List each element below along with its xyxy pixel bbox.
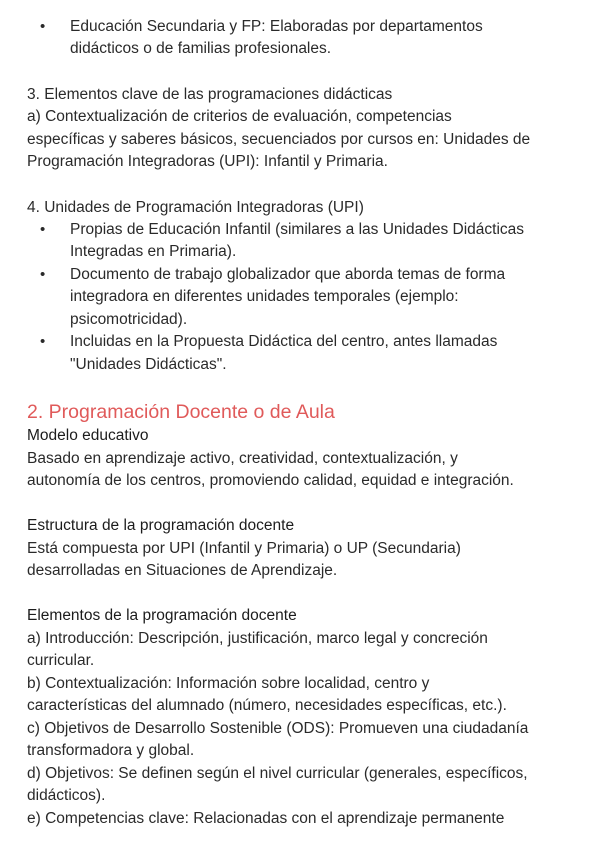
paragraph-line: d) Objetivos: Se definen según el nivel curricular (generales, específicos, <box>27 765 528 782</box>
paragraph-line: b) Contextualización: Información sobre localidad, centro y <box>27 675 430 692</box>
paragraph-line: c) Objetivos de Desarrollo Sostenible (ODS): Promueven una ciudadanía <box>27 720 529 737</box>
paragraph-line: transformadora y global. <box>27 742 195 759</box>
paragraph-line: curricular. <box>27 652 95 669</box>
paragraph-line: Está compuesta por UPI (Infantil y Primaria) o UP (Secundaria) <box>27 540 461 557</box>
paragraph-line: Basado en aprendizaje activo, creatividad, contextualización, y <box>27 450 458 467</box>
bullet-text: didácticos o de familias profesionales. <box>70 40 332 57</box>
bullet-marker: • <box>40 266 46 283</box>
bullet-text: Documento de trabajo globalizador que aborda temas de forma <box>70 266 506 283</box>
section-title: 2. Programación Docente o de Aula <box>27 401 335 423</box>
subheading-estructura: Estructura de la programación docente <box>27 517 295 534</box>
bullet-text: Propias de Educación Infantil (similares a las Unidades Didácticas <box>70 221 525 238</box>
paragraph-line: específicas y saberes básicos, secuenciados por cursos en: Unidades de <box>27 131 531 148</box>
paragraph-line: características del alumnado (número, necesidades específicas, etc.). <box>27 697 507 714</box>
section-3-heading: 3. Elementos clave de las programaciones didácticas <box>27 86 393 103</box>
paragraph-line: a) Contextualización de criterios de evaluación, competencias <box>27 108 452 125</box>
bullet-text: Integradas en Primaria). <box>70 243 237 260</box>
bullet-marker: • <box>40 221 46 238</box>
bullet-text: integradora en diferentes unidades temporales (ejemplo: <box>70 288 459 305</box>
paragraph-line: desarrolladas en Situaciones de Aprendizaje. <box>27 562 338 579</box>
paragraph-line: didácticos). <box>27 787 106 804</box>
bullet-text: Educación Secundaria y FP: Elaboradas por departamentos <box>70 18 483 35</box>
bullet-text: psicomotricidad). <box>70 311 188 328</box>
paragraph-line: a) Introducción: Descripción, justificación, marco legal y concreción <box>27 630 488 647</box>
bullet-marker: • <box>40 333 46 350</box>
bullet-text: "Unidades Didácticas". <box>70 356 227 373</box>
paragraph-line: e) Competencias clave: Relacionadas con el aprendizaje permanente <box>27 810 505 827</box>
section-4-heading: 4. Unidades de Programación Integradoras (UPI) <box>27 199 364 216</box>
paragraph-line: Programación Integradoras (UPI): Infantil y Primaria. <box>27 153 388 170</box>
bullet-text: Incluidas en la Propuesta Didáctica del centro, antes llamadas <box>70 333 498 350</box>
bullet-marker: • <box>40 18 46 35</box>
subheading-elementos: Elementos de la programación docente <box>27 607 297 624</box>
paragraph-line: autonomía de los centros, promoviendo calidad, equidad e integración. <box>27 472 514 489</box>
subheading-modelo: Modelo educativo <box>27 427 149 444</box>
